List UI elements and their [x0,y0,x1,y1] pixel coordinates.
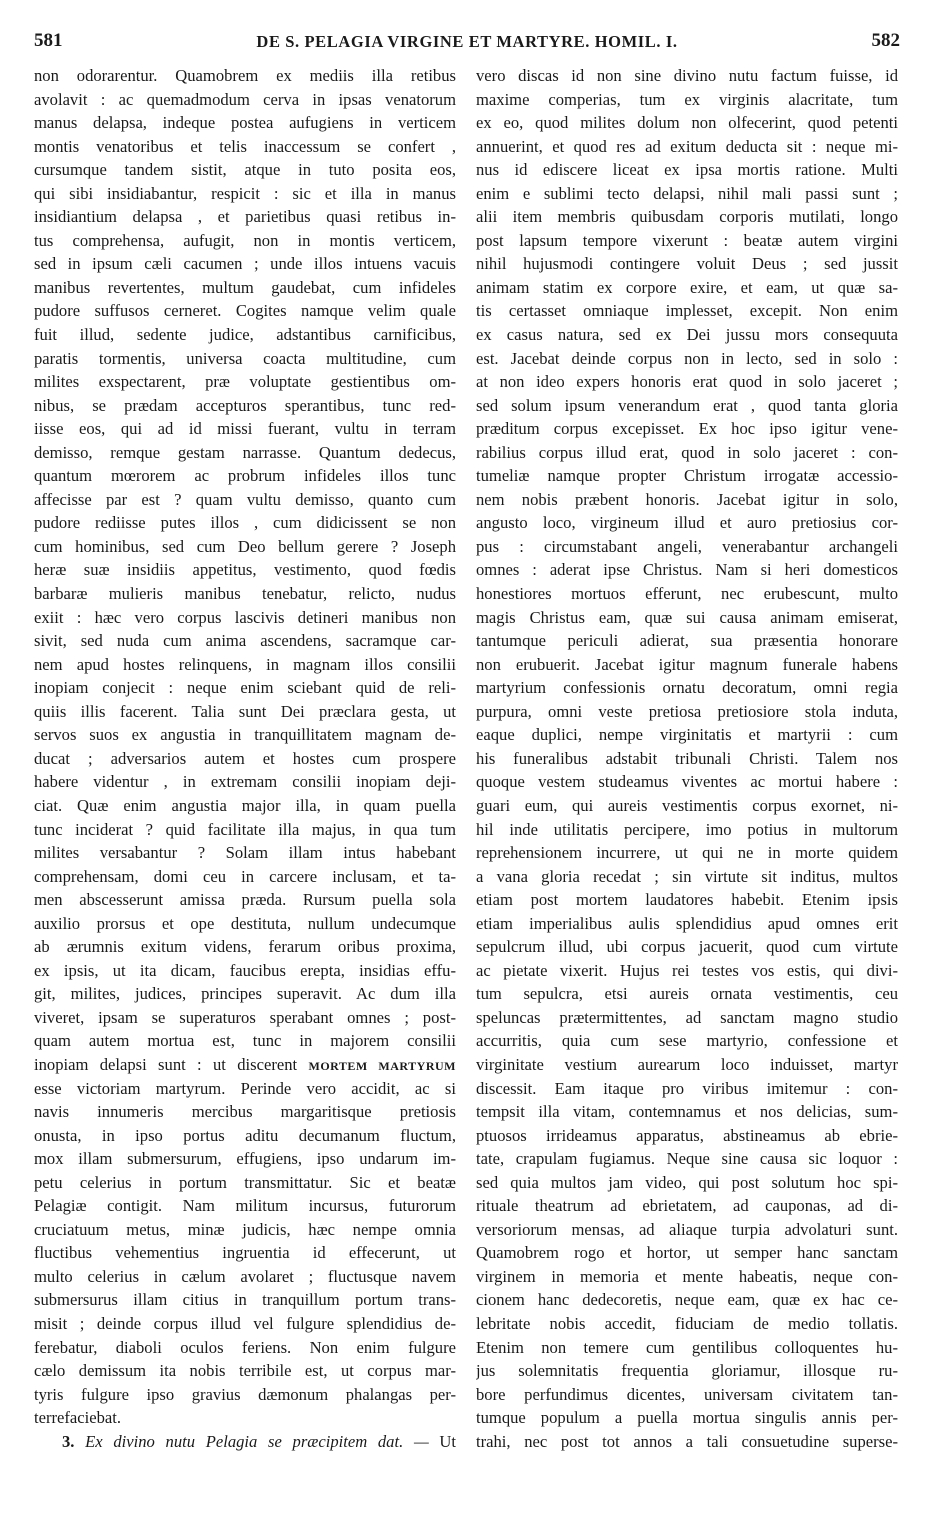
text-line: men abscesserunt amissa præda. Rursum puella sola [34,890,456,910]
text-line: esse victoriam martyrum. Perinde vero accidit, ac si [34,1078,456,1098]
text-line: discessit. Eam itaque pro viribus imitemur : con- [476,1078,898,1098]
text-line: fuit illud, sedente judice, adstantibus carnificibus, [34,325,456,345]
text-line: tate, crapulam fugiamus. Neque sine causa sic loquor : [476,1149,898,1169]
text-line: virginitate vestium aurearum loco induisset, martyr [476,1054,898,1074]
text-line: onusta, in ipso portus aditu decumanum fluctum, [34,1125,456,1145]
text-line: submersurus illam citius in tranquillum portum trans- [34,1290,456,1310]
text-line: heræ suæ insidiis appetitus, vestimento, quod fœdis [34,560,456,580]
text-line: cum hominibus, sed cum Deo bellum gerere ? Joseph [34,536,456,556]
text-line: inopiam conjecit : neque enim sciebant quid de reli- [34,678,456,698]
text-line: manus delapsa, indeque postea aufugiens in verticem [34,113,456,133]
text-line: ex eo, quod milites dolum non olfecerint, quod petenti [476,113,898,133]
text-line: navis innumeris mercibus margaritisque pretiosis [34,1102,456,1122]
text-line: sed quia multos jam video, qui post solutum hoc spi- [476,1172,898,1192]
text-line: misit ; deinde corpus illud vel fulgure splendidius de- [34,1313,456,1333]
text-line: jus solemnitatis frequentia gloriamur, illosque ru- [476,1361,898,1381]
text-line: rituale theatrum ad ebrietatem, ad cauponas, ad di- [476,1196,898,1216]
text-line: tis certasset omniaque implesset, excepit. Non enim [476,301,898,321]
text-line: est. Jacebat deinde corpus non in lecto, sed in solo : [476,348,898,368]
text-line: demisso, remque gestam narrasse. Quantum dedecus, [34,442,456,462]
text-line: quam autem mortua est, tunc in majorem consilii [34,1031,456,1051]
text-line: git, milites, judices, principes superavit. Ac dum illa [34,984,456,1004]
text-line: accurritis, quia cum sese martyrio, confessione et [476,1031,898,1051]
text-line: ab ærumnis exitum videns, ferarum oribus proxima, [34,937,456,957]
text-line: non erubuerit. Jacebat igitur magnum funerale habens [476,654,898,674]
text-line: alii item membris quibusdam corporis mutilati, longo [476,207,898,227]
text-line: sivit, sed nuda cum anima ascendens, sacramque car- [34,631,456,651]
text-line: servos suos ex angustia in tranquillitatem magnam de- [34,725,456,745]
text-line: tantumque periculi adierat, sua præsentia honorare [476,631,898,651]
text-line: tum sepulcra, etsi aureis ornata vestimentis, ceu [476,984,898,1004]
text-line: annuerint, et quod res ad exitum deducta sit : neque mi- [476,136,898,156]
right-text-column [476,64,898,1453]
text-line: maxime comperias, tum ex virginis alacritate, tum [476,89,898,109]
text-line: Etenim non temere cum gentilibus colloquentes hu- [476,1337,898,1357]
text-line: iisse eos, qui ad id missi fuerant, vultu in terram [34,419,456,439]
text-line: magis Christus eam, quæ sui causa animam emiserat, [476,607,898,627]
text-line: purpura, omni veste pretiosa pretiosiore stola induta, [476,701,898,721]
text-line: petu celerius in portum transmittatur. Sic et beatæ [34,1172,456,1192]
text-line: post lapsum tempore vixerunt : beatæ autem virgini [476,230,898,250]
text-line: nem apud hostes relinquens, in magnam illos consilii [34,654,456,674]
text-line: mox illam submersurum, effugiens, ipso undarum im- [34,1149,456,1169]
text-line: pus : circumstabant angeli, venerabantur archangeli [476,536,898,556]
text-line: avolavit : ac quemadmodum cerva in ipsas venatorum [34,89,456,109]
text-line: non odorarentur. Quamobrem ex mediis illa retibus [34,66,456,85]
text-line: his funeralibus adstabit tribunali Christi. Talem nos [476,748,898,768]
text-line: nihil hujusmodi contingere voluit Deus ; sed jussit [476,254,898,274]
text-line: milites exspectarent, præ voluptate gestientibus om- [34,372,456,392]
text-line: omnes : aderat ipse Christus. Nam si heri domesticos [476,560,898,580]
text-line: angusto loco, virgineum illud et auro pretiosius cor- [476,513,898,533]
text-line: qui sibi insidiabantur, respicit : sic et illa in manus [34,183,456,203]
text-line: ex ipsis, ut ita dicam, faucibus erepta, insidias effu- [34,960,456,980]
text-line: barbaræ mulieris manibus tenebatur, relicto, nudus [34,584,456,604]
text-line: trahi, nec post tot annos a tali consuetudine superse- [476,1431,898,1451]
text-line: sepulcrum illud, ubi corpus jacuerit, quod cum virtute [476,937,898,957]
text-line: multo celerius in cælum avolaret ; fluctusque navem [34,1266,456,1286]
text-line: pudore suffusos cerneret. Cogites namque velim quale [34,301,456,321]
text-line: ptuosos irrideamus apparatus, abstineamus ab ebrie- [476,1125,898,1145]
page-number-right: 582 [871,30,900,51]
text-line: manibus revertentes, multum gaudebat, cum infideles [34,277,456,297]
text-line: comprehensam, domi ceu in carcere inclusam, et ta- [34,866,456,886]
text-line: tus comprehensa, aufugit, non in montis verticem, [34,230,456,250]
text-line: montis venatoribus et telis inaccessum se confert , [34,136,456,156]
text-line: tunc inciderat ? quid facilitate illa majus, in qua tum [34,819,456,839]
text-line: nibus, se prædam accepturos sperantibus, tunc red- [34,395,456,415]
text-line: etiam imperialibus aulis splendidius apud omnes erit [476,913,898,933]
text-line: cionem hanc dedecoretis, neque eam, quæ ex hac ce- [476,1290,898,1310]
text-line: lebritate nobis accedit, fiduciam de medio tollatis. [476,1313,898,1333]
text-line: virginem in memoria et mente habeatis, neque con- [476,1266,898,1286]
text-line: speluncas prætermittentes, ad sanctam magno studio [476,1007,898,1027]
text-line: bore perfundimus dicentes, universam civitatem tan- [476,1384,898,1404]
text-line: insidiantium delapsa , et parietibus quasi retibus in- [34,207,456,227]
text-line: cælo demissum ita nobis terribile est, ut corpus mar- [34,1361,456,1381]
text-line: ac pietate vixerit. Hujus rei testes vos estis, qui divi- [476,960,898,980]
section-heading-line [34,1430,456,1454]
text-line: animam statim ex corpore exire, et eam, ut quæ sa- [476,277,898,297]
text-line: quiis illis facerent. Talia sunt Dei præclara gesta, ut [34,701,456,721]
text-line: sed in ipsum cæli cacumen ; unde illos intuens vacuis [34,254,456,274]
text-line: tyris fulgure ipso gravius dæmonum phalangas per- [34,1384,456,1404]
text-line: ferebatur, diaboli oculos feriens. Non enim fulgure [34,1337,456,1357]
text-line: inopiam delapsi sunt : ut discerent MORTEM MARTYRUM [34,1054,456,1074]
text-line: tempsit illa vitam, contemnamus et nos delicias, sum- [476,1102,898,1122]
text-line: a vana gloria recedat ; sin virtute sit inditus, multos [476,866,898,886]
text-line: versoriorum mensas, ad aliaque turpia advolaturi sunt. [476,1219,898,1239]
text-line: cursumque tandem sistit, atque in tuto posita eos, [34,160,456,180]
running-title: DE S. PELAGIA VIRGINE ET MARTYRE. HOMIL. I. [256,32,678,51]
text-line: nem nobis præbent honoris. Jacebat igitur in solo, [476,489,898,509]
text-line: habere videntur , in extremam consilii inopiam deji- [34,772,456,792]
text-line: etiam post mortem laudatores habebit. Etenim ipsis [476,890,898,910]
text-line: fluctibus vehementius ingruentia id effecerunt, ut [34,1243,456,1263]
text-line: milites versabantur ? Solam illam intus habebant [34,843,456,863]
text-line: terrefaciebat. [34,1408,122,1428]
text-line: rabilius corpus illud erat, quod in solo jaceret : con- [476,442,898,462]
text-line: honestiores mortuos efferunt, nec erubescunt, multo [476,584,898,604]
text-line: ex casus natura, sed ex Dei jussu mors consequuta [476,325,898,345]
text-line: ciat. Quæ enim angustia major illa, in quam puella [34,795,456,815]
text-line: enim e sublimi tecto delapsi, nihil mali passi sunt ; [476,183,898,203]
text-line: quoque vestem studeamus viventes ac mortui habere : [476,772,898,792]
text-line: Quamobrem rogo et hortor, ut semper hanc sanctam [476,1243,898,1263]
text-line: tumeliæ namque propter Christum irrogatæ accessio- [476,466,898,486]
text-line: nus id ediscere liceat ex ipsa mortis ratione. Multi [476,160,898,180]
text-line: martyrium confessionis ornatu decoratum, omni regia [476,678,898,698]
em-dash: — [413,1431,429,1451]
text-line: ducat ; adversarios autem et hostes cum prospere [34,748,456,768]
page-number-left: 581 [34,30,63,51]
left-text-column [34,64,456,1453]
text-line: præditum corpus excepisset. Ex hoc ipso igitur vene- [476,419,898,439]
section-heading: Ex divino nutu Pelagia se præcipitem dat. [85,1431,404,1451]
text-line: auxilio prorsus et ope destituta, nullum undecumque [34,913,456,933]
section-lead-word: Ut [439,1431,456,1451]
text-line: exiit : hæc vero corpus lascivis detineri manibus non [34,607,456,627]
text-line: vero discas id non sine divino nutu factum fuisse, id [476,66,898,85]
text-line: Pelagiæ contigit. Nam militum incursus, futurorum [34,1196,456,1216]
text-line: affecisse par est ? quam vultu demisso, quanto cum [34,489,456,509]
text-line: tumque populum a puella mortua singulis annis per- [476,1408,898,1428]
text-line: hil inde utilitatis percipere, imo potius in multorum [476,819,898,839]
text-line: pudore rediisse putes illos , cum didicissent se non [34,513,456,533]
text-line: guari eum, qui aureis vestimentis corpus exornet, ni- [476,795,898,815]
text-line: at non ideo expers honoris erat quod in solo jaceret ; [476,372,898,392]
section-number: 3. [62,1431,75,1451]
text-line: quantum mœrorem ac probrum infideles illos tunc [34,466,456,486]
text-line: sed solum ipsum venerandum erat , quod tanta gloria [476,395,898,415]
small-caps-emphasis: MORTEM MARTYRUM [308,1058,456,1073]
text-line: paratis tormentis, universa coacta multitudine, cum [34,348,456,368]
text-line: cruciatuum metus, minæ judicis, hæc nempe omnia [34,1219,456,1239]
running-header [34,30,900,58]
text-line: reprehensionem incurrere, ut qui ne in morte quidem [476,843,898,863]
text-line: eaque duplici, nempe virginitatis et martyrii : cum [476,725,898,745]
text-line: viveret, ipsam se superaturos sperabant omnes ; post- [34,1007,456,1027]
